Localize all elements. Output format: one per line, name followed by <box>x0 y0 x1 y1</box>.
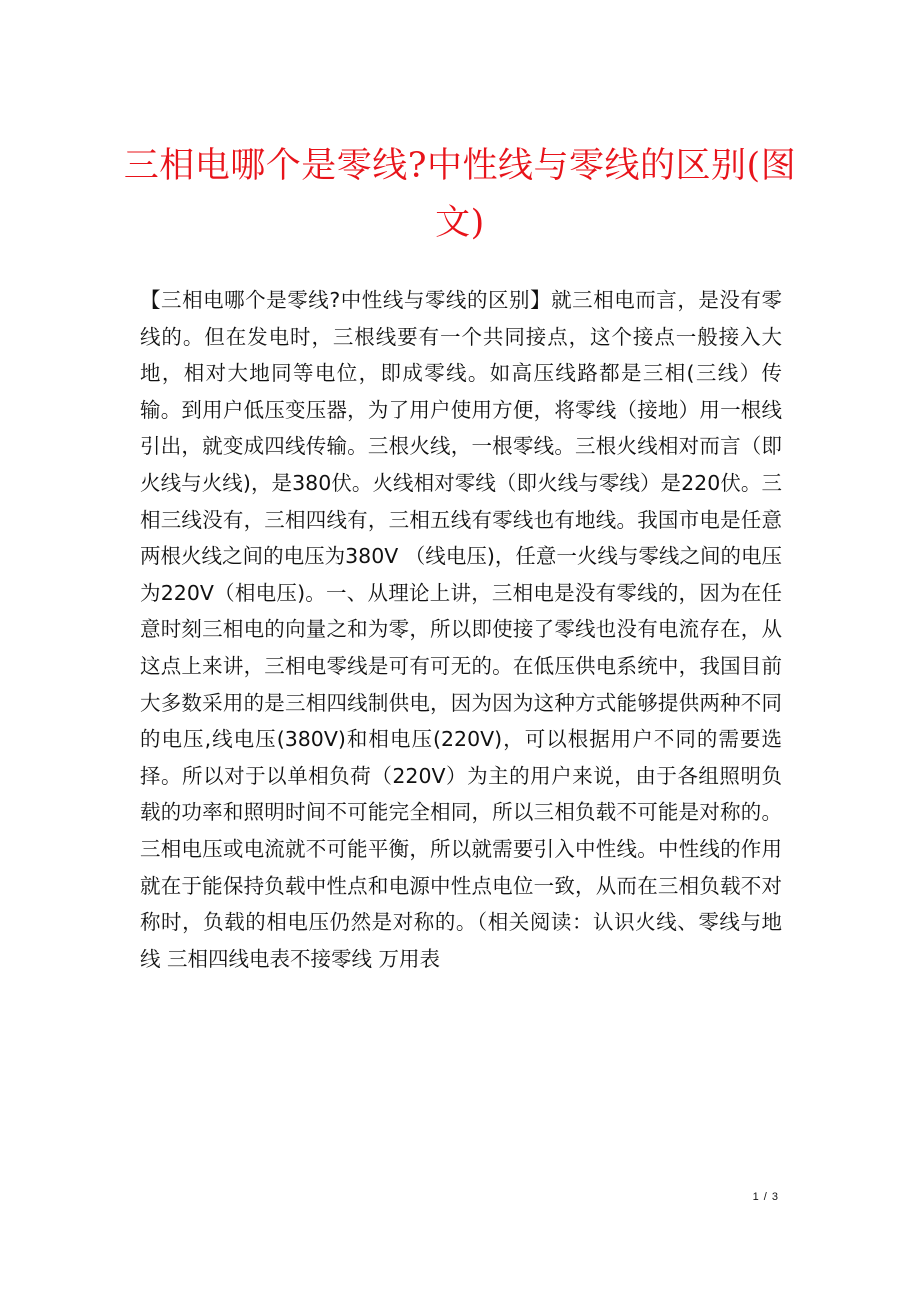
document-body-paragraph: 【三相电哪个是零线?中性线与零线的区别】就三相电而言，是没有零线的。但在发电时，三根线要有一个共同接点，这个接点一般接入大地，相对大地同等电位，即成零线。如高压线路都是三相(三线）传输。到用户低压变压器，为了用户使用方便，将零线（接地）用一根线引出，就变成四线传输。三根火线，一根零线。三根火线相对而言（即火线与火线)，是380伏。火线相对零线（即火线与零线）是220伏。三相三线没有，三相四线有，三相五线有零线也有地线。我国市电是任意两根火线之间的电压为380V （线电压)，任意一火线与零线之间的电压为220V（相电压)。一、从理论上讲，三相电是没有零线的，因为在任意时刻三相电的向量之和为零，所以即使接了零线也没有电流存在，从这点上来讲，三相电零线是可有可无的。在低压供电系统中，我国目前大多数采用的是三相四线制供电，因为因为这种方式能够提供两种不同的电压,线电压(380V)和相电压(220V)，可以根据用户不同的需要选择。所以对于以单相负荷（220V）为主的用户来说，由于各组照明负载的功率和照明时间不可能完全相同，所以三相负载不可能是对称的。三相电压或电流就不可能平衡，所以就需要引入中性线。中性线的作用就在于能保持负载中性点和电源中性点电位一致，从而在三相负载不对称时，负载的相电压仍然是对称的。（相关阅读：认识火线、零线与地线 三相四线电表不接零线 万用表 <box>140 288 782 971</box>
document-title: 三相电哪个是零线?中性线与零线的区别(图文) <box>123 146 797 243</box>
page-number: 1 / 3 <box>752 1191 779 1203</box>
